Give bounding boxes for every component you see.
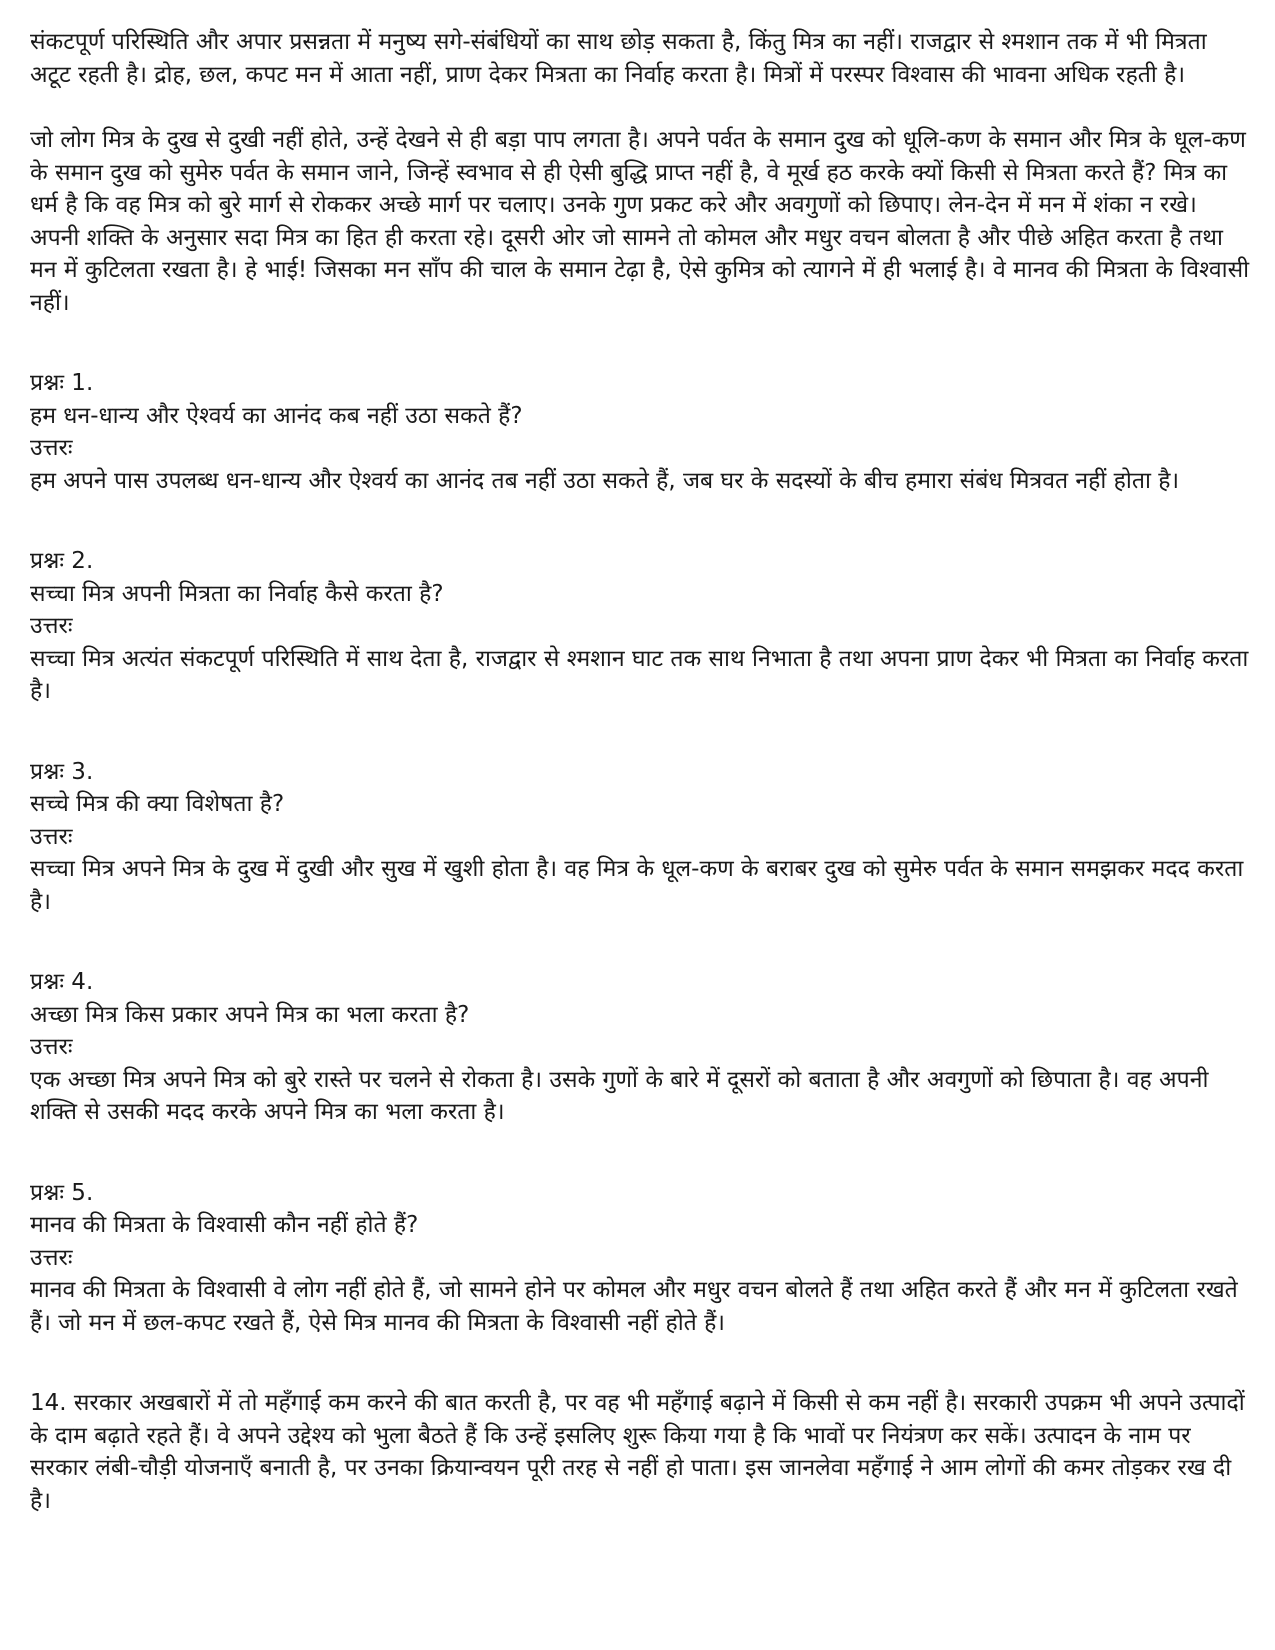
question-block-4 [30,966,1250,1129]
document-page [30,26,1250,1517]
question-label: प्रश्नः 5. [30,1179,94,1206]
answer-text: सच्चा मित्र अत्यंत संकटपूर्ण परिस्थिति में साथ देता है, राजद्वार से श्मशान घाट तक साथ निभाता है तथा अपना प्राण देकर भी मित्रता का निर्वाह करता है। [30,645,1249,704]
question-block-1 [30,367,1250,497]
question-text: सच्चे मित्र की क्या विशेषता है? [30,791,285,817]
question-block-3 [30,756,1250,919]
question-label: प्रश्नः 4. [30,969,94,995]
question-label: प्रश्नः 2. [30,548,94,574]
answer-label: उत्तरः [30,613,73,639]
next-passage-paragraph: 14. सरकार अखबारों में तो महँगाई कम करने की बात करती है, पर वह भी महँगाई बढ़ाने में किसी से कम नहीं है। सरकारी उपक्रम भी अपने उत्पादों के दाम बढ़ाते रहते हैं। वे अपने उद्देश्य को भुला बैठते हैं कि उन्हें इसलिए शुरू किया गया है कि भावों पर नियंत्रण कर सकें। उत्पादन के नाम पर सरकार लंबी-चौड़ी योजनाएँ बनाती है, पर उनका क्रियान्वयन पूरी तरह से नहीं हो पाता। इस जानलेवा महँगाई ने आम लोगों की कमर तोड़कर रख दी है। [30,1390,1245,1514]
answer-label: उत्तरः [30,435,73,461]
question-text: हम धन-धान्य और ऐश्वर्य का आनंद कब नहीं उठा सकते हैं? [30,402,523,429]
passage-paragraph-1: संकटपूर्ण परिस्थिति और अपार प्रसन्नता में मनुष्य सगे-संबंधियों का साथ छोड़ सकता है, किंतु मित्र का नहीं। राजद्वार से श्मशान तक में भी मित्रता अटूट रहती है। द्रोह, छल, कपट मन में आता नहीं, प्राण देकर मित्रता का निर्वाह करता है। मित्रों में परस्पर विश्वास की भावना अधिक रहती है। [30,29,1207,88]
question-text: मानव की मित्रता के विश्वासी कौन नहीं होते हैं? [30,1212,419,1238]
question-label: प्रश्नः 1. [30,370,94,396]
passage-paragraph-2: जो लोग मित्र के दुख से दुखी नहीं होते, उन्हें देखने से ही बड़ा पाप लगता है। अपने पर्वत के समान दुख को धूलि-कण के समान और मित्र के धूल-कण के समान दुख को सुमेरु पर्वत के समान जाने, जिन्हें स्वभाव से ही ऐसी बुद्धि प्राप्त नहीं है, वे मूर्ख हठ करके क्यों किसी से मित्रता करते हैं? मित्र का धर्म है कि वह मित्र को बुरे मार्ग से रोककर अच्छे मार्ग पर चलाए। उनके गुण प्रकट करे और अवगुणों को छिपाए। लेन-देन में मन में शंका न रखे। अपनी शक्ति के अनुसार सदा मित्र का हित ही करता रहे। दूसरी ओर जो सामने तो कोमल और मधुर वचन बोलता है और पीछे अहित करता है तथा मन में कुटिलता रखता है। हे भाई! जिसका मन साँप की चाल के समान टेढ़ा है, ऐसे कुमित्र को त्यागने में ही भलाई है। वे मानव की मित्रता के विश्वासी नहीं। [30,127,1250,316]
question-text: अच्छा मित्र किस प्रकार अपने मित्र का भला करता है? [30,1001,470,1028]
answer-text: एक अच्छा मित्र अपने मित्र को बुरे रास्ते पर चलने से रोकता है। उसके गुणों के बारे में दूसरों को बताता है और अवगुणों को छिपाता है। वह अपनी शक्ति से उसकी मदद करके अपने मित्र का भला करता है। [30,1066,1209,1125]
question-block-2 [30,545,1250,708]
answer-text: मानव की मित्रता के विश्वासी वे लोग नहीं होते हैं, जो सामने होने पर कोमल और मधुर वचन बोलते हैं तथा अहित करते हैं और मन में कुटिलता रखते हैं। जो मन में छल-कपट रखते हैं, ऐसे मित्र मानव की मित्रता के विश्वासी नहीं होते हैं। [30,1277,1238,1336]
answer-label: उत्तरः [30,1244,73,1271]
answer-label: उत्तरः [30,823,73,850]
question-label: प्रश्नः 3. [30,758,94,785]
answer-text: हम अपने पास उपलब्ध धन-धान्य और ऐश्वर्य का आनंद तब नहीं उठा सकते हैं, जब घर के सदस्यों के बीच हमारा संबंध मित्रवत नहीं होता है। [30,467,1180,494]
question-text: सच्चा मित्र अपनी मित्रता का निर्वाह कैसे करता है? [30,580,444,607]
answer-label: उत्तरः [30,1034,73,1060]
question-block-5 [30,1177,1250,1340]
answer-text: सच्चा मित्र अपने मित्र के दुख में दुखी और सुख में खुशी होता है। वह मित्र के धूल-कण के बराबर दुख को सुमेरु पर्वत के समान समझकर मदद करता है। [30,856,1244,915]
